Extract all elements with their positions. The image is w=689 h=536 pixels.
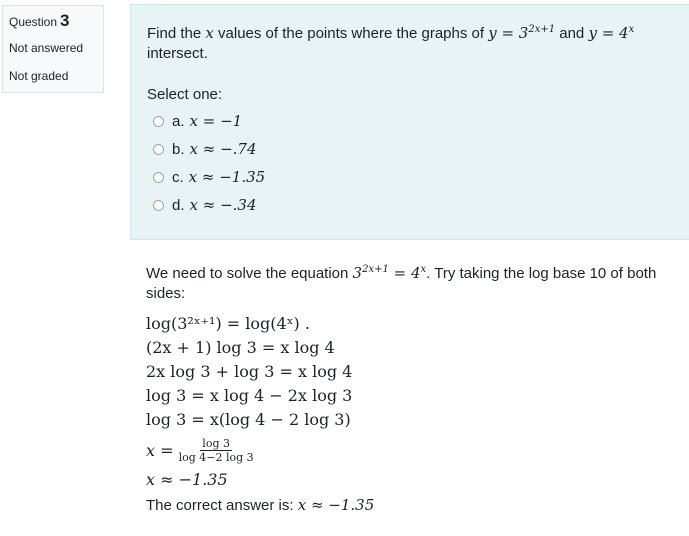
fraction-lhs: x = [146,440,174,460]
select-prompt: Select one: [147,86,223,103]
eq1-exp: 2x+1 [528,24,556,35]
equation-2 [588,24,634,42]
intro-text: . Try taking the log base 10 of both sides: [146,265,657,302]
qtext-var: x [205,24,214,42]
answer-value: x ≈ −1.35 [297,496,375,514]
general-feedback [130,246,689,536]
intro-eq-exp: 2x+1 [362,264,389,275]
option-value: x ≈ −.74 [189,140,257,158]
feedback-intro [146,260,673,304]
answer-option-d[interactable] [147,191,678,219]
option-value: x ≈ −.34 [189,196,257,214]
fraction [179,437,254,464]
question-number-value: 3 [60,11,70,30]
answer-option-b[interactable] [147,135,678,163]
option-value: x ≈ −1.35 [188,168,266,186]
option-letter: a. [172,112,185,130]
qtext-part: Find the [147,25,202,42]
approx-step: x ≈ −1.35 [146,470,228,489]
solution-step: (2x + 1) log 3 = x log 4 [146,338,335,357]
answer-option-a[interactable] [147,107,678,135]
option-value: x = −1 [189,112,243,130]
option-letter: d. [172,196,185,214]
radio-button[interactable] [153,172,164,183]
fraction-numerator: log 3 [202,436,230,450]
solution-step: 2x log 3 + log 3 = x log 4 [146,362,353,381]
question-text [147,20,678,64]
qtext-part: values of the points where the graphs of [218,25,485,42]
option-letter: b. [172,140,185,158]
solution-step: log 3 = x(log 4 − 2 log 3) [146,410,351,429]
question-grade: Not graded [9,69,69,83]
solution-step: log 3 = x log 4 − 2x log 3 [146,386,353,405]
fraction-step [146,432,673,468]
intro-eq-mid: = 4 [393,264,421,282]
question-label: Question [9,15,58,29]
intro-equation [353,264,427,282]
eq1-base: y = 3 [488,24,529,42]
intro-eq-exp2: x [420,264,427,275]
eq2-base: y = 4 [588,24,629,42]
equation-1 [488,24,555,42]
radio-button[interactable] [153,144,164,155]
intro-text: We need to solve the equation [146,265,349,282]
radio-button[interactable] [153,116,164,127]
question-info-panel [2,5,104,93]
fraction-denominator: log 4−2 log 3 [178,450,254,464]
question-formulation [130,4,689,240]
intro-eq-base: 3 [352,264,363,282]
answer-label: The correct answer is: [146,497,294,514]
answer-options [147,107,678,219]
eq2-exp: x [628,24,635,35]
qtext-part: intersect. [147,45,208,62]
solution-step: log(3²ˣ⁺¹) = log(4ˣ) . [146,314,310,333]
qtext-and: and [559,25,585,42]
answer-option-c[interactable] [147,163,678,191]
correct-answer [146,496,673,514]
question-state: Not answered [9,41,84,55]
solution-steps [146,312,673,492]
radio-button[interactable] [153,200,164,211]
question-number [9,11,97,31]
option-letter: c. [172,168,184,186]
